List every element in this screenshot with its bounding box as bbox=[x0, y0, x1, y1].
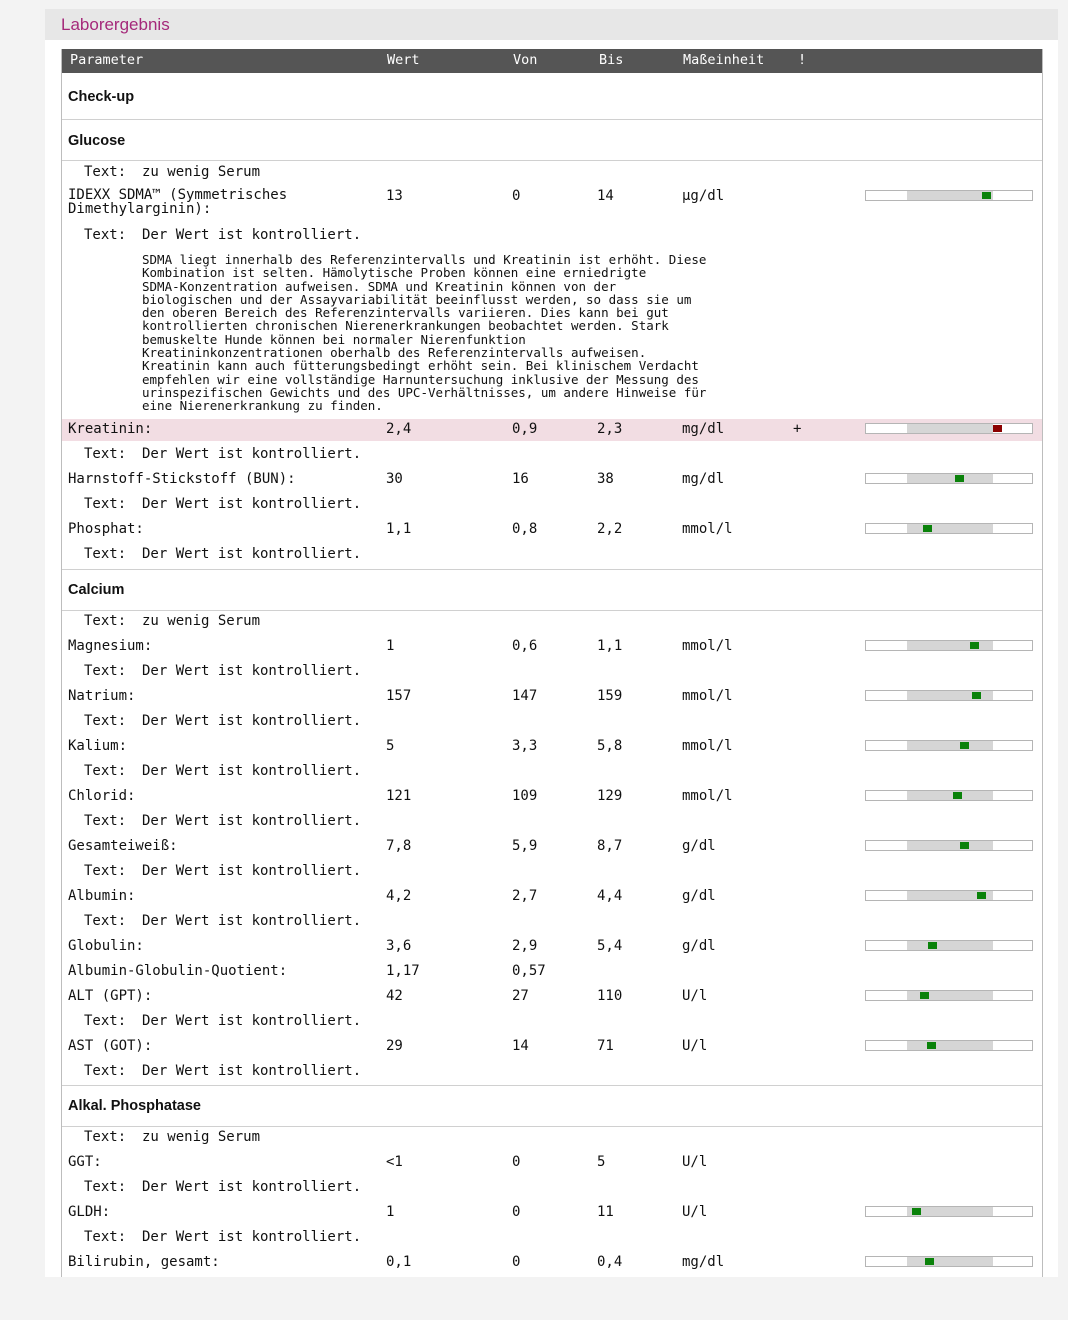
text-label: Text: bbox=[84, 763, 127, 779]
value-wert: <1 bbox=[386, 1154, 403, 1170]
row-divider bbox=[62, 119, 1042, 120]
parameter-name: GGT: bbox=[68, 1154, 102, 1170]
value-wert: 5 bbox=[386, 738, 395, 754]
parameter-name: Kalium: bbox=[68, 738, 128, 754]
reference-range bbox=[907, 524, 993, 533]
row-note: Der Wert ist kontrolliert. bbox=[142, 863, 362, 879]
reference-range bbox=[907, 424, 993, 433]
value-von: 27 bbox=[512, 988, 529, 1004]
value-von: 0,57 bbox=[512, 963, 546, 979]
text-label: Text: bbox=[84, 1129, 127, 1145]
text-label: Text: bbox=[84, 446, 127, 462]
value-bis: 38 bbox=[597, 471, 614, 487]
text-label: Text: bbox=[84, 663, 127, 679]
value-unit: g/dl bbox=[682, 838, 716, 854]
reference-range bbox=[907, 841, 993, 850]
parameter-name: Harnstoff-Stickstoff (BUN): bbox=[68, 471, 296, 487]
value-marker bbox=[953, 792, 962, 799]
reference-range bbox=[907, 1041, 993, 1050]
value-marker bbox=[925, 1258, 934, 1265]
range-gauge bbox=[865, 1256, 1033, 1267]
value-unit: U/l bbox=[682, 1204, 708, 1220]
table-header bbox=[62, 49, 1042, 73]
value-wert: 1,1 bbox=[386, 521, 412, 537]
range-gauge bbox=[865, 790, 1033, 801]
value-unit: mg/dl bbox=[682, 471, 725, 487]
value-marker bbox=[920, 992, 929, 999]
row-divider bbox=[62, 160, 1042, 161]
value-unit: mmol/l bbox=[682, 788, 733, 804]
range-gauge bbox=[865, 423, 1033, 434]
row-note: Der Wert ist kontrolliert. bbox=[142, 763, 362, 779]
value-von: 0,8 bbox=[512, 521, 538, 537]
value-von: 147 bbox=[512, 688, 538, 704]
value-unit: mmol/l bbox=[682, 738, 733, 754]
row-note: Der Wert ist kontrolliert. bbox=[142, 446, 362, 462]
text-label: Text: bbox=[84, 1179, 127, 1195]
value-von: 109 bbox=[512, 788, 538, 804]
section-title: Alkal. Phosphatase bbox=[68, 1098, 201, 1114]
value-wert: 0,1 bbox=[386, 1254, 412, 1270]
row-note: Der Wert ist kontrolliert. bbox=[142, 713, 362, 729]
value-wert: 29 bbox=[386, 1038, 403, 1054]
parameter-name: AST (GOT): bbox=[68, 1038, 153, 1054]
value-flag: + bbox=[793, 421, 802, 437]
value-marker bbox=[955, 475, 964, 482]
range-gauge bbox=[865, 690, 1033, 701]
range-gauge bbox=[865, 1206, 1033, 1217]
col-bis: Bis bbox=[599, 52, 624, 68]
value-unit: U/l bbox=[682, 1038, 708, 1054]
range-gauge bbox=[865, 473, 1033, 484]
value-bis: 4,4 bbox=[597, 888, 623, 904]
value-marker bbox=[960, 842, 969, 849]
text-label: Text: bbox=[84, 546, 127, 562]
row-divider bbox=[62, 1085, 1042, 1086]
value-bis: 11 bbox=[597, 1204, 614, 1220]
text-label: Text: bbox=[84, 227, 127, 243]
value-bis: 0,4 bbox=[597, 1254, 623, 1270]
parameter-name: Gesamteiweiß: bbox=[68, 838, 178, 854]
value-unit: mmol/l bbox=[682, 688, 733, 704]
text-label: Text: bbox=[84, 496, 127, 512]
value-unit: mmol/l bbox=[682, 521, 733, 537]
value-wert: 121 bbox=[386, 788, 412, 804]
row-divider bbox=[62, 610, 1042, 611]
text-label: Text: bbox=[84, 813, 127, 829]
range-gauge bbox=[865, 190, 1033, 201]
parameter-name: Bilirubin, gesamt: bbox=[68, 1254, 220, 1270]
value-marker bbox=[982, 192, 991, 199]
report-window bbox=[45, 9, 1058, 1277]
parameter-name: Kreatinin: bbox=[68, 421, 153, 437]
reference-range bbox=[907, 791, 993, 800]
value-von: 0,6 bbox=[512, 638, 538, 654]
parameter-name: Chlorid: bbox=[68, 788, 136, 804]
range-gauge bbox=[865, 890, 1033, 901]
value-wert: 42 bbox=[386, 988, 403, 1004]
range-gauge bbox=[865, 840, 1033, 851]
range-gauge bbox=[865, 1040, 1033, 1051]
reference-range bbox=[907, 641, 993, 650]
value-bis: 2,3 bbox=[597, 421, 623, 437]
section-title: Glucose bbox=[68, 133, 126, 149]
text-label: Text: bbox=[84, 713, 127, 729]
comment-text: SDMA liegt innerhalb des Referenzintervalls und Kreatinin ist erhöht. Diese Kombination ist selten. Hämolytische Proben können eine erniedrigte SDMA-Konzentration aufweisen. SDMA und Kreatinin können von der biologischen und der Assayvariabilität beeinflusst werden, so dass sie um den oberen Bereich des Referenzintervalls variieren. Dies kann bei gut kontrollierten chronischen Nierenerkrankungen beobachtet werden. Stark bemuskelte Hunde können bei normaler Nierenfunktion Kreatininkonzentrationen oberhalb des Referenzintervalls aufweisen. Kreatinin kann auch fütterungsbedingt erhöht sein. Bei klinischem Verdacht empfehlen wir eine vollständige Harnuntersuchung inklusive der Messung des urinspezifischen Gewichts und des UPC-Verhältnisses, um andere Hinweise für eine Nierenerkrankung zu finden. bbox=[142, 252, 707, 414]
row-note: Der Wert ist kontrolliert. bbox=[142, 227, 362, 243]
col-wert: Wert bbox=[387, 52, 420, 68]
value-marker bbox=[928, 942, 937, 949]
value-bis: 71 bbox=[597, 1038, 614, 1054]
value-bis: 5,8 bbox=[597, 738, 623, 754]
value-unit: U/l bbox=[682, 1154, 708, 1170]
col-flag: ! bbox=[798, 52, 807, 68]
value-marker bbox=[927, 1042, 936, 1049]
value-von: 2,9 bbox=[512, 938, 538, 954]
range-gauge bbox=[865, 740, 1033, 751]
row-note: Der Wert ist kontrolliert. bbox=[142, 1013, 362, 1029]
value-wert: 4,2 bbox=[386, 888, 412, 904]
text-label: Text: bbox=[84, 1229, 127, 1245]
row-divider bbox=[62, 1126, 1042, 1127]
value-unit: µg/dl bbox=[682, 188, 725, 204]
row-note: Der Wert ist kontrolliert. bbox=[142, 1179, 362, 1195]
value-wert: 157 bbox=[386, 688, 412, 704]
row-note: Der Wert ist kontrolliert. bbox=[142, 546, 362, 562]
parameter-name: Natrium: bbox=[68, 688, 136, 704]
value-unit: mg/dl bbox=[682, 1254, 725, 1270]
parameter-name: Albumin-Globulin-Quotient: bbox=[68, 963, 288, 979]
value-von: 0 bbox=[512, 1254, 521, 1270]
value-marker bbox=[960, 742, 969, 749]
value-von: 14 bbox=[512, 1038, 529, 1054]
row-note: Der Wert ist kontrolliert. bbox=[142, 496, 362, 512]
value-von: 0 bbox=[512, 1204, 521, 1220]
col-parameter: Parameter bbox=[70, 52, 144, 68]
value-bis: 129 bbox=[597, 788, 623, 804]
results-table bbox=[61, 49, 1043, 1277]
col-unit: Maßeinheit bbox=[683, 52, 765, 68]
value-unit: g/dl bbox=[682, 938, 716, 954]
text-label: Text: bbox=[84, 613, 127, 629]
row-note: zu wenig Serum bbox=[142, 1129, 261, 1145]
parameter-name: Globulin: bbox=[68, 938, 144, 954]
reference-range bbox=[907, 474, 993, 483]
value-wert: 1 bbox=[386, 638, 395, 654]
section-title: Calcium bbox=[68, 582, 125, 598]
value-bis: 5,4 bbox=[597, 938, 623, 954]
range-gauge bbox=[865, 940, 1033, 951]
value-marker bbox=[972, 692, 981, 699]
value-von: 16 bbox=[512, 471, 529, 487]
range-gauge bbox=[865, 990, 1033, 1001]
value-von: 0 bbox=[512, 188, 521, 204]
text-label: Text: bbox=[84, 164, 127, 180]
value-bis: 2,2 bbox=[597, 521, 623, 537]
reference-range bbox=[907, 741, 993, 750]
value-marker bbox=[912, 1208, 921, 1215]
row-note: Der Wert ist kontrolliert. bbox=[142, 813, 362, 829]
reference-range bbox=[907, 191, 993, 200]
range-gauge bbox=[865, 640, 1033, 651]
row-note: zu wenig Serum bbox=[142, 613, 261, 629]
range-gauge bbox=[865, 523, 1033, 534]
row-divider bbox=[62, 569, 1042, 570]
value-bis: 159 bbox=[597, 688, 623, 704]
value-marker bbox=[970, 642, 979, 649]
value-wert: 3,6 bbox=[386, 938, 412, 954]
value-unit: U/l bbox=[682, 988, 708, 1004]
parameter-name: ALT (GPT): bbox=[68, 988, 153, 1004]
value-bis: 110 bbox=[597, 988, 623, 1004]
text-label: Text: bbox=[84, 1013, 127, 1029]
value-wert: 1 bbox=[386, 1204, 395, 1220]
reference-range bbox=[907, 1257, 993, 1266]
value-von: 0,9 bbox=[512, 421, 538, 437]
value-unit: mmol/l bbox=[682, 638, 733, 654]
value-marker bbox=[977, 892, 986, 899]
parameter-name: Phosphat: bbox=[68, 521, 144, 537]
parameter-name: IDEXX SDMA™ (Symmetrisches Dimethylarginin): bbox=[68, 187, 288, 217]
parameter-name: Magnesium: bbox=[68, 638, 153, 654]
col-von: Von bbox=[513, 52, 538, 68]
section-title: Check-up bbox=[68, 89, 135, 105]
text-label: Text: bbox=[84, 863, 127, 879]
value-von: 3,3 bbox=[512, 738, 538, 754]
value-marker bbox=[923, 525, 932, 532]
value-unit: mg/dl bbox=[682, 421, 725, 437]
value-wert: 1,17 bbox=[386, 963, 420, 979]
row-note: Der Wert ist kontrolliert. bbox=[142, 1063, 362, 1079]
value-von: 0 bbox=[512, 1154, 521, 1170]
row-note: Der Wert ist kontrolliert. bbox=[142, 1229, 362, 1245]
value-wert: 7,8 bbox=[386, 838, 412, 854]
title-bar bbox=[45, 9, 1058, 40]
value-wert: 2,4 bbox=[386, 421, 412, 437]
value-wert: 30 bbox=[386, 471, 403, 487]
value-bis: 14 bbox=[597, 188, 614, 204]
value-bis: 1,1 bbox=[597, 638, 623, 654]
value-bis: 8,7 bbox=[597, 838, 623, 854]
row-note: Der Wert ist kontrolliert. bbox=[142, 663, 362, 679]
parameter-name: GLDH: bbox=[68, 1204, 111, 1220]
reference-range bbox=[907, 941, 993, 950]
row-note: Der Wert ist kontrolliert. bbox=[142, 913, 362, 929]
value-von: 5,9 bbox=[512, 838, 538, 854]
report-title: Laborergebnis bbox=[61, 15, 170, 34]
value-wert: 13 bbox=[386, 188, 403, 204]
value-von: 2,7 bbox=[512, 888, 538, 904]
text-label: Text: bbox=[84, 913, 127, 929]
row-note: zu wenig Serum bbox=[142, 164, 261, 180]
text-label: Text: bbox=[84, 1063, 127, 1079]
parameter-name: Albumin: bbox=[68, 888, 136, 904]
value-unit: g/dl bbox=[682, 888, 716, 904]
value-marker bbox=[993, 425, 1002, 432]
value-bis: 5 bbox=[597, 1154, 606, 1170]
